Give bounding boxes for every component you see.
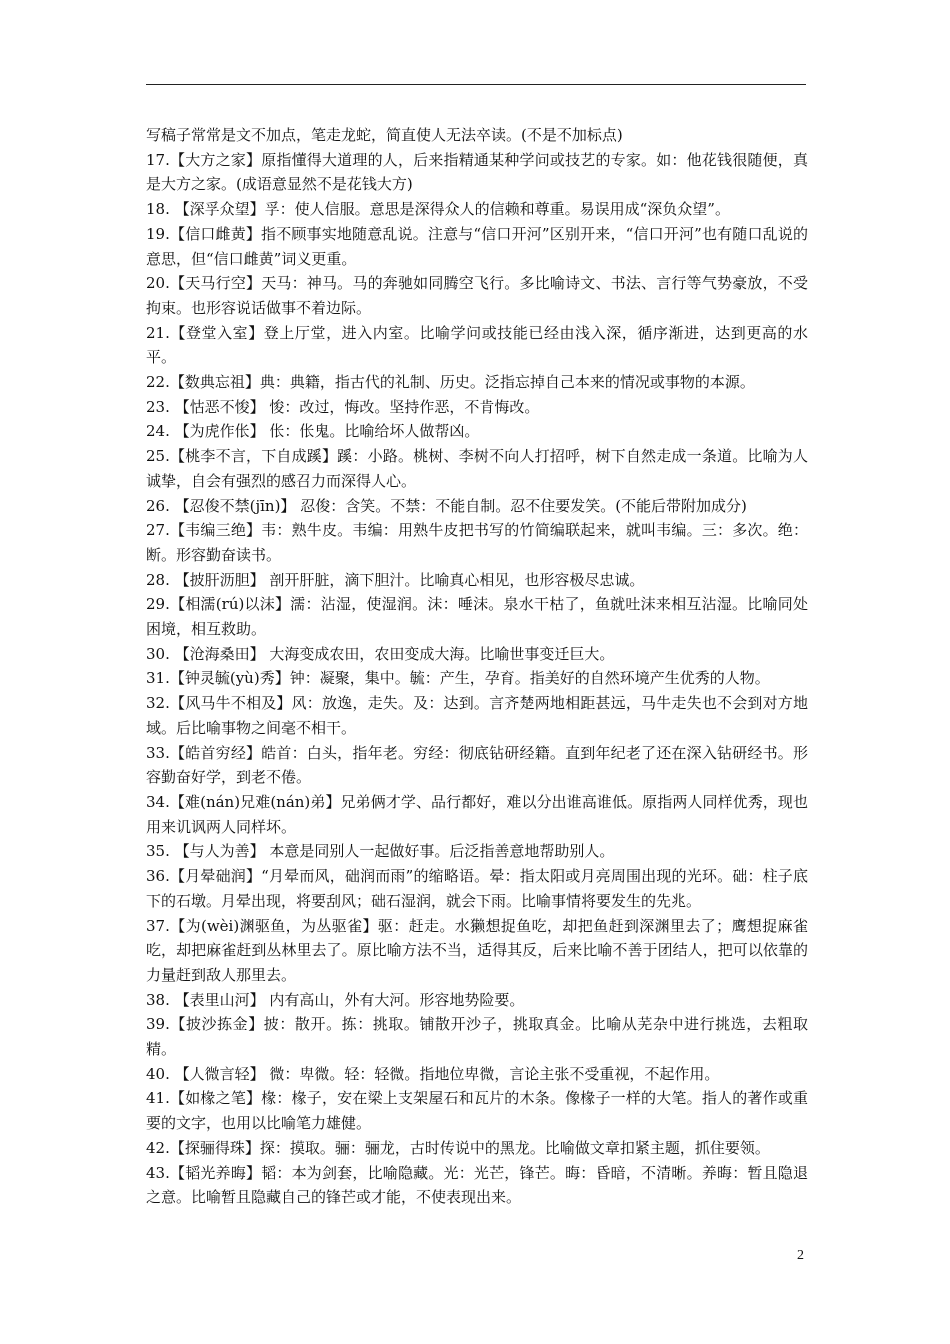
idiom-paragraph: 23. 【怙恶不悛】 悛：改过，悔改。坚持作恶，不肯悔改。 <box>146 397 540 416</box>
idiom-paragraph: 写稿子常常是文不加点，笔走龙蛇，简直使人无法卒读。(不是不加标点) <box>146 126 623 144</box>
idiom-paragraph: 35. 【与人为善】 本意是同别人一起做好事。后泛指善意地帮助别人。 <box>146 842 615 861</box>
document-body <box>146 123 808 1210</box>
idiom-paragraph: 30. 【沧海桑田】 大海变成农田，农田变成大海。比喻世事变迁巨大。 <box>146 644 615 663</box>
idiom-paragraph: 28. 【披肝沥胆】 剖开肝脏，滴下胆汁。比喻真心相见，也形容极尽忠诚。 <box>146 570 645 589</box>
idiom-paragraph: 29.【相濡(rú)以沫】濡：沾湿，使湿润。沫：唾沫。泉水干枯了，鱼就吐沫来相互沾湿。比喻同处困境，相互救助。 <box>146 595 808 639</box>
idiom-paragraph: 37.【为(wèi)渊驱鱼，为丛驱雀】驱：赶走。水獭想捉鱼吃，却把鱼赶到深渊里去了；鹰想捉麻雀吃，却把麻雀赶到丛林里去了。原比喻方法不当，适得其反，后来比喻不善于团结人，把可以依靠的力量赶到敌人那里去。 <box>146 916 808 984</box>
idiom-paragraph: 22.【数典忘祖】典：典籍，指古代的礼制、历史。泛指忘掉自己本来的情况或事物的本源。 <box>146 373 755 392</box>
idiom-paragraph: 43.【韬光养晦】韬：本为剑套，比喻隐藏。光：光芒，锋芒。晦：昏暗，不清晰。养晦：暂且隐退之意。比喻暂且隐藏自己的锋芒或才能，不使表现出来。 <box>146 1163 808 1207</box>
idiom-paragraph: 33.【皓首穷经】皓首：白头，指年老。穷经：彻底钻研经籍。直到年纪老了还在深入钻研经书。形容勤奋好学，到老不倦。 <box>146 743 808 787</box>
idiom-paragraph: 38. 【表里山河】 内有高山，外有大河。形容地势险要。 <box>146 990 525 1009</box>
page-number: 2 <box>797 1248 804 1263</box>
header-rule <box>146 84 806 85</box>
idiom-paragraph: 18. 【深孚众望】孚：使人信服。意思是深得众人的信赖和尊重。易误用成“深负众望”。 <box>146 200 730 219</box>
idiom-paragraph: 25.【桃李不言，下自成蹊】蹊：小路。桃树、李树不向人打招呼，树下自然走成一条道。比喻为人诚挚，自会有强烈的感召力而深得人心。 <box>146 447 808 490</box>
idiom-paragraph: 32.【风马牛不相及】风：放逸，走失。及：达到。言齐楚两地相距甚远，马牛走失也不会到对方地域。后比喻事物之间毫不相干。 <box>146 694 808 737</box>
idiom-paragraph: 24. 【为虎作伥】 伥：伥鬼。比喻给坏人做帮凶。 <box>146 422 480 441</box>
idiom-paragraph: 20.【天马行空】天马：神马。马的奔驰如同腾空飞行。多比喻诗文、书法、言行等气势豪放，不受拘束。也形容说话做事不着边际。 <box>146 274 808 317</box>
idiom-paragraph: 40. 【人微言轻】 微：卑微。轻：轻微。指地位卑微，言论主张不受重视，不起作用。 <box>146 1064 720 1083</box>
idiom-paragraph: 34.【难(nán)兄难(nán)弟】兄弟俩才学、品行都好，难以分出谁高谁低。原指两人同样优秀，现也用来讥讽两人同样坏。 <box>146 792 808 836</box>
idiom-paragraph: 17.【大方之家】原指懂得大道理的人，后来指精通某种学问或技艺的专家。如：他花钱很随便，真是大方之家。(成语意显然不是花钱大方) <box>146 150 808 194</box>
idiom-paragraph: 39.【披沙拣金】披：散开。拣：挑取。铺散开沙子，挑取真金。比喻从芜杂中进行挑选，去粗取精。 <box>146 1015 808 1059</box>
idiom-paragraph: 42.【探骊得珠】探：摸取。骊：骊龙，古时传说中的黑龙。比喻做文章扣紧主题，抓住要领。 <box>146 1138 770 1157</box>
idiom-paragraph: 27.【韦编三绝】韦：熟牛皮。韦编：用熟牛皮把书写的竹简编联起来，就叫韦编。三：多次。绝：断。形容勤奋读书。 <box>146 521 808 564</box>
idiom-paragraph: 19.【信口雌黄】指不顾事实地随意乱说。注意与“信口开河”区别开来，“信口开河”也有随口乱说的意思，但“信口雌黄”词义更重。 <box>146 224 808 268</box>
idiom-paragraph: 31.【钟灵毓(yù)秀】钟：凝聚，集中。毓：产生，孕育。指美好的自然环境产生优秀的人物。 <box>146 669 770 688</box>
idiom-paragraph: 26. 【忍俊不禁(jīn)】 忍俊：含笑。不禁：不能自制。忍不住要发笑。(不能后带附加成分) <box>146 496 747 515</box>
idiom-paragraph: 21.【登堂入室】登上厅堂，进入内室。比喻学问或技能已经由浅入深，循序渐进，达到更高的水平。 <box>146 323 808 367</box>
idiom-paragraph: 36.【月晕础润】“月晕而风，础润而雨”的缩略语。晕：指太阳或月亮周围出现的光环。础：柱子底下的石墩。月晕出现，将要刮风；础石湿润，就会下雨。比喻事情将要发生的先兆。 <box>146 867 808 910</box>
idiom-paragraph: 41.【如椽之笔】椽：椽子，安在梁上支架屋石和瓦片的木条。像椽子一样的大笔。指人的著作或重要的文字，也用以比喻笔力雄健。 <box>146 1089 808 1133</box>
